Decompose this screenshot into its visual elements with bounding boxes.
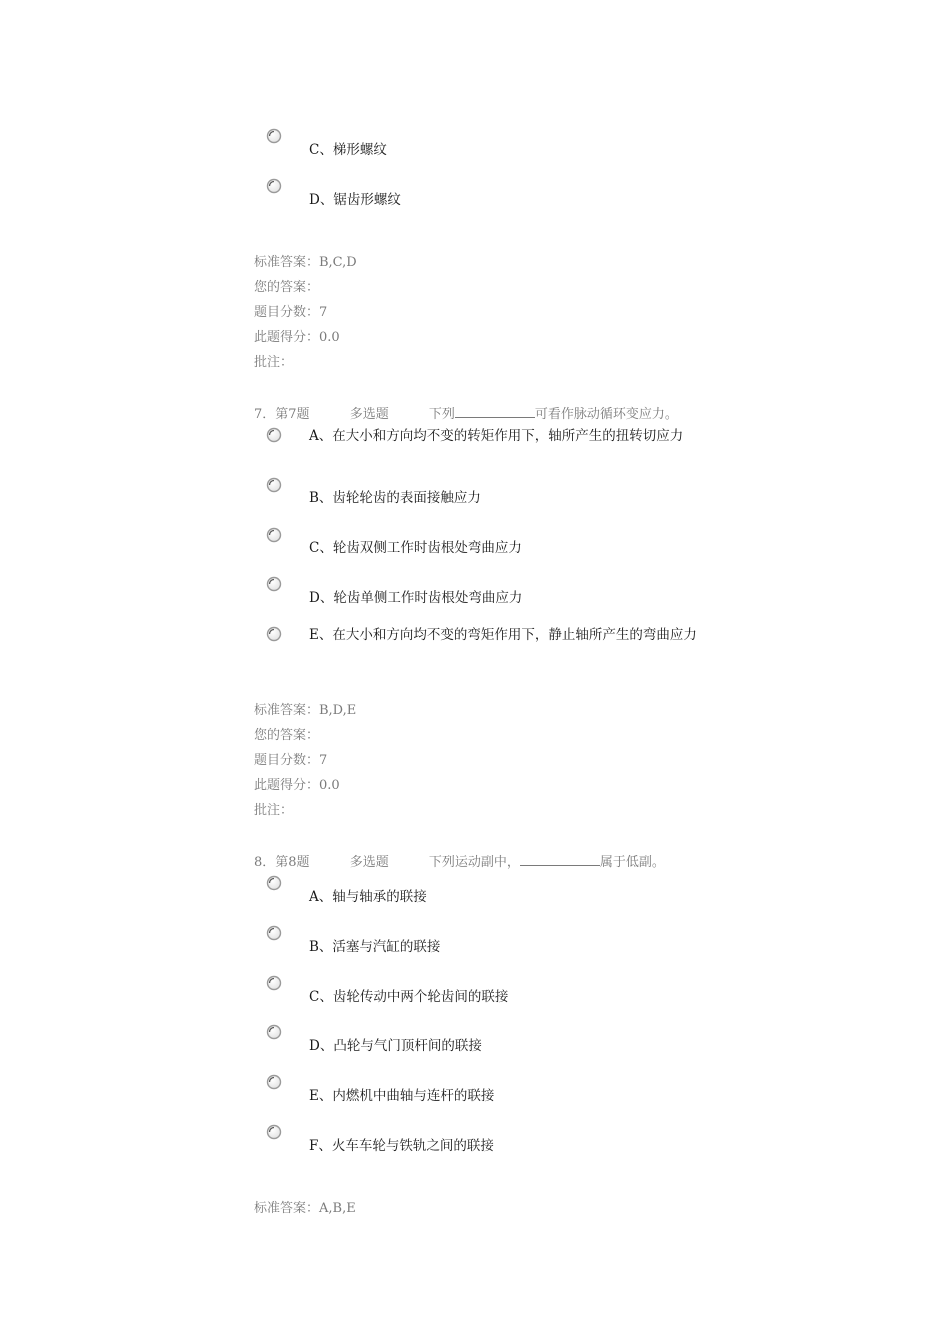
radio-button[interactable] [266,527,282,543]
option-label: C、轮齿双侧工作时齿根处弯曲应力 [309,540,522,556]
radio-button[interactable] [266,576,282,592]
option-label: A、轴与轴承的联接 [309,889,427,905]
question-type: 多选题 [349,855,389,870]
obtained-score: 此题得分：0.0 [254,778,340,793]
option-label: C、齿轮传动中两个轮齿间的联接 [309,989,509,1005]
standard-answer: 标准答案：B,C,D [254,255,357,270]
option-label: B、活塞与汽缸的联接 [309,939,441,955]
radio-button[interactable] [266,626,282,642]
question-number: 7．第7题 [254,407,310,422]
option-label: A、在大小和方向均不变的转矩作用下，轴所产生的扭转切应力 [309,428,684,444]
radio-button[interactable] [266,975,282,991]
obtained-score: 此题得分：0.0 [254,330,340,345]
question-stem-end: 可看作脉动循环变应力。 [534,407,678,422]
radio-button[interactable] [266,128,282,144]
option-label: E、内燃机中曲轴与连杆的联接 [309,1088,495,1104]
radio-button[interactable] [266,875,282,891]
option-label: D、凸轮与气门顶杆间的联接 [309,1038,482,1054]
standard-answer: 标准答案：B,D,E [254,703,357,718]
question-number: 8．第8题 [254,855,310,870]
question-header [254,851,665,870]
question-stem-start: 下列 [428,407,455,422]
option-label: D、轮齿单侧工作时齿根处弯曲应力 [309,590,523,606]
option-label: D、锯齿形螺纹 [309,192,401,208]
radio-button[interactable] [266,925,282,941]
radio-button[interactable] [266,178,282,194]
question-type: 多选题 [349,407,389,422]
question-score: 题目分数：7 [254,305,328,320]
your-answer: 您的答案： [254,728,320,743]
your-answer: 您的答案： [254,280,320,295]
radio-button[interactable] [266,427,282,443]
radio-button[interactable] [266,477,282,493]
option-label: C、梯形螺纹 [309,142,387,158]
option-label: B、齿轮轮齿的表面接触应力 [309,490,481,506]
answer-blank [520,853,600,866]
question-stem-end: 属于低副。 [599,855,665,870]
option-label: E、在大小和方向均不变的弯矩作用下，静止轴所产生的弯曲应力 [309,627,697,643]
question-score: 题目分数：7 [254,753,328,768]
option-label: F、火车车轮与铁轨之间的联接 [309,1138,494,1154]
standard-answer: 标准答案：A,B,E [254,1201,356,1216]
comment: 批注： [254,803,294,818]
answer-blank [455,405,535,418]
comment: 批注： [254,355,294,370]
radio-button[interactable] [266,1024,282,1040]
question-stem-start: 下列运动副中， [428,855,520,870]
question-header [254,403,678,422]
radio-button[interactable] [266,1074,282,1090]
radio-button[interactable] [266,1124,282,1140]
